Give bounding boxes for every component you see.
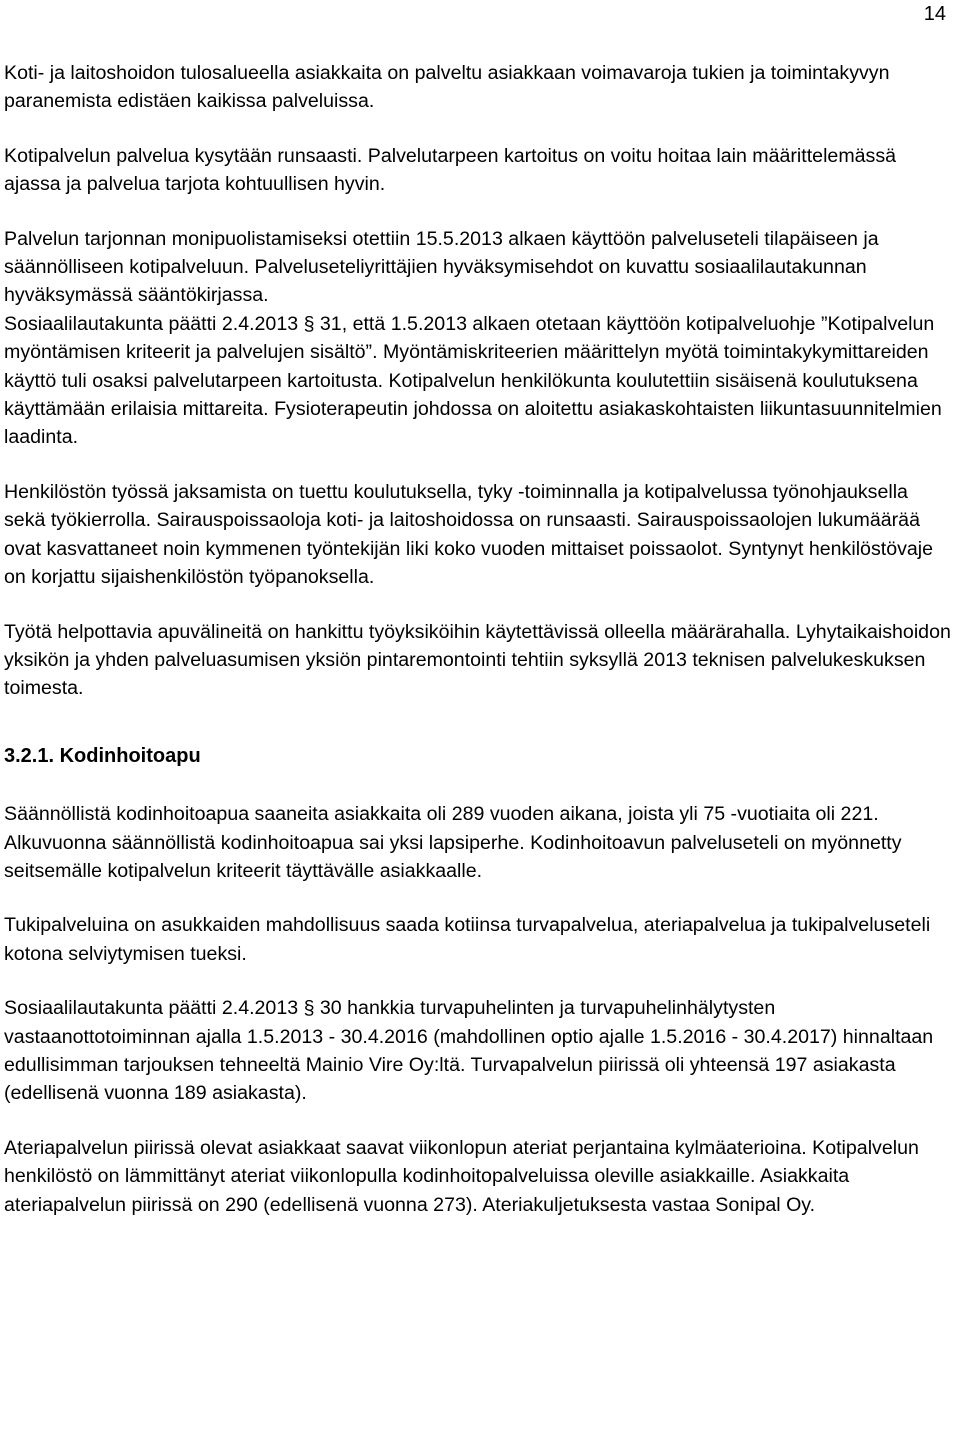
paragraph-ateriapalvelu: Ateriapalvelun piirissä olevat asiakkaat saavat viikonlopun ateriat perjantaina kylmäaterioina. Kotipalvelun henkilöstö on lämmittänyt ateriat viikonlopulla kodinhoitopalveluissa oleville asiakkaille. Asiakkaita ateriapalvelun piirissä on 290 (edellisenä vuonna 273). Ateriakuljetuksesta vastaa Sonipal Oy. <box>4 1136 919 1216</box>
paragraph-sosiaalilautakunta-31: Sosiaalilautakunta päätti 2.4.2013 § 31, että 1.5.2013 alkaen otetaan käyttöön kotipalveluohje ”Kotipalvelun myöntämisen kriteerit ja palvelujen sisältö”. Myöntämiskriteerien määrittelyn myötä toimintakykymittareiden käyttö tuli osaksi palvelutarpeen kartoitusta. Kotipalvelun henkilökunta koulutettiin sisäisenä koulutuksena käyttämään erilaisia mittareita. Fysioterapeutin johdossa on aloitettu asiakaskohtaisten liikuntasuunnitelmien laadinta. <box>4 312 942 449</box>
paragraph-kodinhoitoapu: Säännöllistä kodinhoitoapua saaneita asiakkaita oli 289 vuoden aikana, joista yli 75 -vuotiaita oli 221. Alkuvuonna säännöllistä kodinhoitoapua sai yksi lapsiperhe. Kodinhoitoavun palveluseteli on myönnetty seitsemälle kotipalvelun kriteerit täyttävälle asiakkaalle. <box>4 803 902 882</box>
section-heading: 3.2.1. Kodinhoitoapu <box>4 744 201 767</box>
paragraph-tukipalvelut: Tukipalveluina on asukkaiden mahdollisuus saada kotiinsa turvapalvelua, ateriapalvelua ja tukipalveluseteli kotona selviytymisen tueksi. <box>4 914 931 965</box>
paragraph-henkilosto: Henkilöstön työssä jaksamista on tuettu koulutuksella, tyky -toiminnalla ja kotipalvelussa työnohjauksella sekä työkierrolla. Sairauspoissaoloja koti- ja laitoshoidossa on runsaasti. Sairauspoissaolojen lukumäärää ovat kasvattaneet noin kymmenen työntekijän liki koko vuoden mittaiset poissaolot. Syntynyt henkilöstövaje on korjattu sijaishenkilöstön työpanoksella. <box>4 480 934 589</box>
paragraph-apuvalineet: Työtä helpottavia apuvälineitä on hankittu työyksiköihin käytettävissä olleella määrärahalla. Lyhytaikaishoidon yksikön ja yhden palveluasumisen yksiön pintaremontointi tehtiin syksyllä 2013 teknisen palvelukeskuksen toimesta. <box>4 620 951 700</box>
paragraph-palveluseteli: Palvelun tarjonnan monipuolistamiseksi otettiin 15.5.2013 alkaen käyttöön palveluseteli tilapäiseen ja säännölliseen kotipalveluun. Palveluseteliyrittäjien hyväksymisehdot on kuvattu sosiaalilautakunnan hyväksymässä sääntökirjassa. <box>4 227 879 307</box>
page-number: 14 <box>923 3 946 25</box>
paragraph-intro: Koti- ja laitoshoidon tulosalueella asiakkaita on palveltu asiakkaan voimavaroja tukien ja toimintakyvyn paranemista edistäen kaikissa palveluissa. <box>4 62 890 113</box>
document-body <box>4 59 954 1219</box>
paragraph-kotipalvelu: Kotipalvelun palvelua kysytään runsaasti. Palvelutarpeen kartoitus on voitu hoitaa lain määrittelemässä ajassa ja palvelua tarjota kohtuullisen hyvin. <box>4 144 897 196</box>
paragraph-turvapalvelu: Sosiaalilautakunta päätti 2.4.2013 § 30 hankkia turvapuhelinten ja turvapuhelinhälytysten vastaanottotoiminnan ajalla 1.5.2013 - 30.4.2016 (mahdollinen optio ajalle 1.5.2016 - 30.4.2017) hinnaltaan edullisimman tarjouksen tehneeltä Mainio Vire Oy:ltä. Turvapalvelun piirissä oli yhteensä 197 asiakasta (edellisenä vuonna 189 asiakasta). <box>4 997 934 1105</box>
